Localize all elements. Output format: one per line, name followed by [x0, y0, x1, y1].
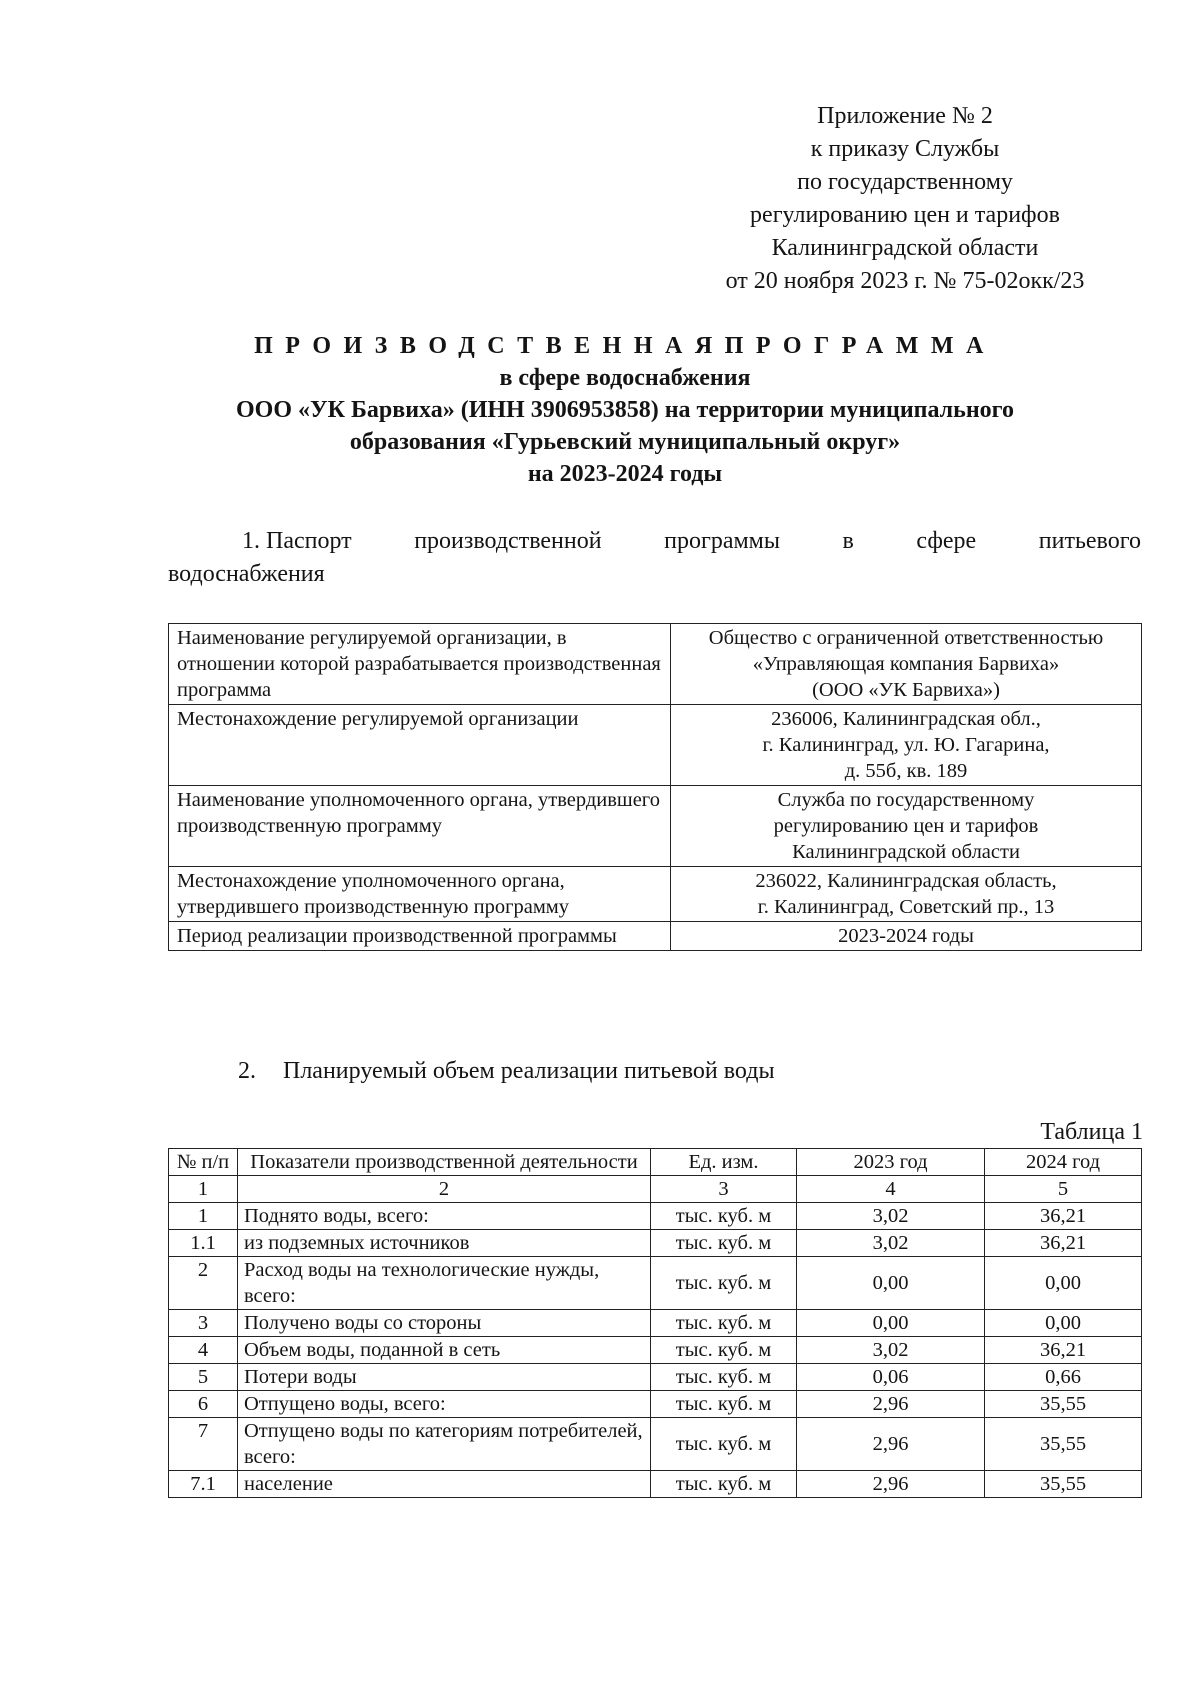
column-number-row — [169, 1176, 1142, 1203]
table-row — [169, 1257, 1142, 1310]
table-row — [169, 922, 1142, 951]
row-number: 4 — [169, 1337, 238, 1364]
value-line: Общество с ограниченной ответственностью — [708, 627, 1104, 649]
row-name: из подземных источников — [238, 1230, 651, 1257]
table-row — [169, 1310, 1142, 1337]
row-name: Отпущено воды по категориям потребителей, всего: — [238, 1418, 651, 1471]
table-row — [169, 1337, 1142, 1364]
value-line: 236006, Калининградская обл., — [771, 708, 1041, 730]
row-unit: тыс. куб. м — [651, 1418, 797, 1471]
row-value-2023: 0,06 — [797, 1364, 985, 1391]
heading-word: 1. Паспорт — [242, 528, 352, 554]
heading-word: питьевого — [1038, 528, 1141, 554]
passport-value — [671, 705, 1142, 786]
document-title — [150, 330, 1100, 490]
row-value-2024: 36,21 — [985, 1230, 1142, 1257]
section-number: 2. — [238, 1058, 256, 1084]
value-line: г. Калининград, Советский пр., 13 — [757, 896, 1055, 918]
row-number: 7.1 — [169, 1471, 238, 1498]
row-unit: тыс. куб. м — [651, 1364, 797, 1391]
header-num: № п/п — [169, 1149, 238, 1176]
value-line: Служба по государственному — [777, 789, 1035, 811]
row-number: 7 — [169, 1418, 238, 1471]
value-line: д. 55б, кв. 189 — [844, 760, 968, 782]
header-year-2023: 2023 год — [797, 1149, 985, 1176]
header-year-2024: 2024 год — [985, 1149, 1142, 1176]
appendix-line: Калининградской области — [771, 235, 1039, 261]
value-line: «Управляющая компания Барвиха» — [752, 653, 1060, 675]
heading-word: в — [842, 528, 854, 554]
title-line: ООО «УК Барвиха» (ИНН 3906953858) на территории муниципального — [236, 397, 1014, 423]
row-value-2023: 0,00 — [797, 1257, 985, 1310]
value-line: Калининградской области — [792, 841, 1020, 863]
row-unit: тыс. куб. м — [651, 1337, 797, 1364]
column-number: 5 — [985, 1176, 1142, 1203]
row-name: Объем воды, поданной в сеть — [238, 1337, 651, 1364]
row-value-2023: 2,96 — [797, 1418, 985, 1471]
row-value-2024: 0,00 — [985, 1310, 1142, 1337]
row-number: 1.1 — [169, 1230, 238, 1257]
row-unit: тыс. куб. м — [651, 1310, 797, 1337]
appendix-line: к приказу Службы — [810, 136, 1000, 162]
table-row — [169, 1203, 1142, 1230]
header-row — [169, 1149, 1142, 1176]
row-value-2023: 3,02 — [797, 1203, 985, 1230]
heading-word: программы — [664, 528, 780, 554]
column-number: 2 — [238, 1176, 651, 1203]
value-line: 236022, Калининградская область, — [755, 870, 1057, 892]
row-number: 6 — [169, 1391, 238, 1418]
row-name: население — [238, 1471, 651, 1498]
section-title: Планируемый объем реализации питьевой воды — [283, 1058, 775, 1084]
table-row — [169, 705, 1142, 786]
row-value-2024: 36,21 — [985, 1203, 1142, 1230]
row-value-2024: 0,00 — [985, 1257, 1142, 1310]
title-line: на 2023-2024 годы — [527, 461, 723, 487]
row-value-2024: 35,55 — [985, 1418, 1142, 1471]
table-row — [169, 1230, 1142, 1257]
header-name: Показатели производственной деятельности — [238, 1149, 651, 1176]
title-line: в сфере водоснабжения — [499, 365, 751, 391]
passport-label: Местонахождение регулируемой организации — [169, 705, 671, 786]
table-row — [169, 1471, 1142, 1498]
passport-label: Период реализации производственной программы — [169, 922, 671, 951]
table-row — [169, 1391, 1142, 1418]
row-number: 3 — [169, 1310, 238, 1337]
title-spaced: ПРОИЗВОДСТВЕННАЯПРОГРАММА — [254, 333, 996, 359]
passport-value — [671, 867, 1142, 922]
row-value-2023: 3,02 — [797, 1230, 985, 1257]
row-name: Поднято воды, всего: — [238, 1203, 651, 1230]
row-value-2024: 35,55 — [985, 1391, 1142, 1418]
row-name: Расход воды на технологические нужды, всего: — [238, 1257, 651, 1310]
row-unit: тыс. куб. м — [651, 1230, 797, 1257]
passport-label: Местонахождение уполномоченного органа, утвердившего производственную программу — [169, 867, 671, 922]
passport-label: Наименование уполномоченного органа, утвердившего производственную программу — [169, 786, 671, 867]
row-number: 1 — [169, 1203, 238, 1230]
heading-word: производственной — [414, 528, 602, 554]
row-number: 5 — [169, 1364, 238, 1391]
value-line: (ООО «УК Барвиха») — [812, 679, 1000, 701]
row-value-2023: 2,96 — [797, 1391, 985, 1418]
passport-table — [168, 623, 1142, 951]
table-row — [169, 867, 1142, 922]
appendix-line: Приложение № 2 — [817, 103, 993, 129]
appendix-line: от 20 ноября 2023 г. № 75-02окк/23 — [725, 268, 1085, 294]
column-number: 3 — [651, 1176, 797, 1203]
column-number: 4 — [797, 1176, 985, 1203]
row-name: Отпущено воды, всего: — [238, 1391, 651, 1418]
row-value-2023: 3,02 — [797, 1337, 985, 1364]
heading-word: водоснабжения — [168, 561, 325, 587]
value-line: г. Калининград, ул. Ю. Гагарина, — [762, 734, 1050, 756]
row-value-2024: 35,55 — [985, 1471, 1142, 1498]
section-2-heading — [238, 1056, 775, 1086]
row-name: Потери воды — [238, 1364, 651, 1391]
appendix-line: по государственному — [797, 169, 1013, 195]
value-line: 2023-2024 годы — [838, 925, 974, 947]
row-unit: тыс. куб. м — [651, 1203, 797, 1230]
table-row — [169, 786, 1142, 867]
row-unit: тыс. куб. м — [651, 1257, 797, 1310]
row-value-2024: 36,21 — [985, 1337, 1142, 1364]
row-value-2024: 0,66 — [985, 1364, 1142, 1391]
value-line: регулированию цен и тарифов — [773, 815, 1039, 837]
water-volume-table — [168, 1148, 1142, 1498]
row-value-2023: 2,96 — [797, 1471, 985, 1498]
row-value-2023: 0,00 — [797, 1310, 985, 1337]
table-row — [169, 1418, 1142, 1471]
row-unit: тыс. куб. м — [651, 1391, 797, 1418]
passport-value — [671, 922, 1142, 951]
heading-word: сфере — [916, 528, 977, 554]
table-row — [169, 624, 1142, 705]
table-row — [169, 1364, 1142, 1391]
passport-value — [671, 786, 1142, 867]
header-unit: Ед. изм. — [651, 1149, 797, 1176]
row-name: Получено воды со стороны — [238, 1310, 651, 1337]
column-number: 1 — [169, 1176, 238, 1203]
passport-value — [671, 624, 1142, 705]
appendix-line: регулированию цен и тарифов — [750, 202, 1060, 228]
section-1-heading — [168, 525, 1141, 591]
row-number: 2 — [169, 1257, 238, 1310]
appendix-header — [690, 100, 1120, 298]
title-line: образования «Гурьевский муниципальный округ» — [349, 429, 901, 455]
passport-label: Наименование регулируемой организации, в отношении которой разрабатывается производственная программа — [169, 624, 671, 705]
row-unit: тыс. куб. м — [651, 1471, 797, 1498]
table-caption: Таблица 1 — [1040, 1119, 1143, 1145]
